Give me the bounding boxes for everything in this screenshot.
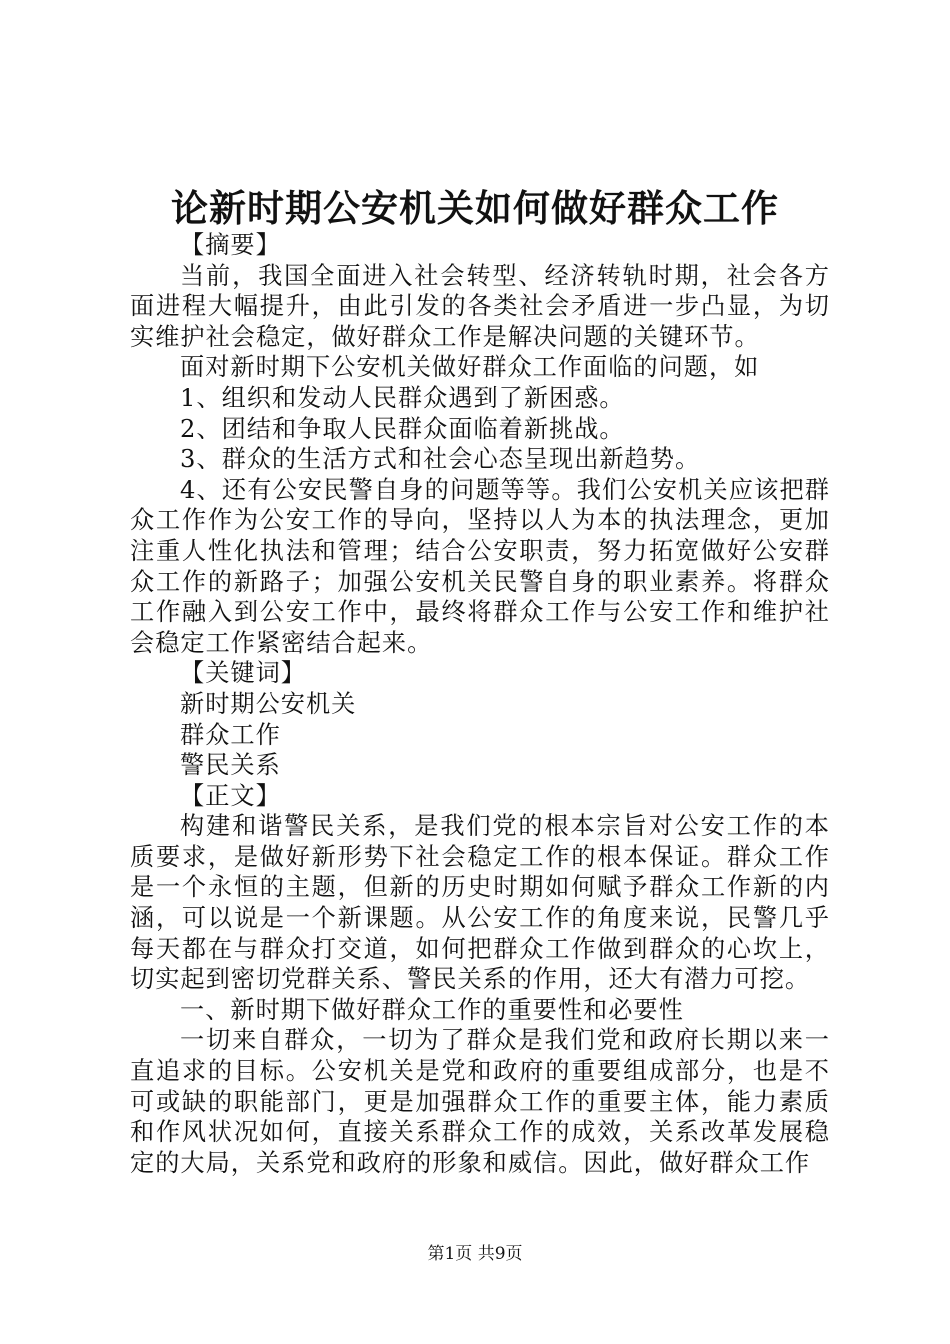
abstract-heading: 【摘要】 [180, 231, 281, 259]
keyword: 警民关系 [180, 751, 281, 780]
paragraph: 面对新时期下公安机关做好群众工作面临的问题，如 [180, 353, 760, 382]
document-body [130, 230, 830, 1178]
page-number: 第1页 共9页 [427, 1244, 523, 1264]
paragraph: 一切来自群众，一切为了群众是我们党和政府长期以来一直追求的目标。公安机关是党和政府的重要组成部分，也是不可或缺的职能部门，更是加强群众工作的重要主体，能力素质和作风状况如何，直接关系群众工作的成效，关系改革发展稳定的大局，关系党和政府的形象和威信。因此，做好群众工作 [130, 1026, 830, 1177]
paragraph: 当前，我国全面进入社会转型、经济转轨时期，社会各方面进程大幅提升，由此引发的各类社会矛盾进一步凸显，为切实维护社会稳定，做好群众工作是解决问题的关键环节。 [130, 261, 830, 351]
keywords-heading: 【关键词】 [180, 659, 306, 688]
paragraph: 构建和谐警民关系，是我们党的根本宗旨对公安工作的本质要求，是做好新形势下社会稳定工作的根本保证。群众工作是一个永恒的主题，但新的历史时期如何赋予群众工作新的内涵，可以说是一个新课题。从公安工作的角度来说，民警几乎每天都在与群众打交道，如何把群众工作做到群众的心坎上，切实起到密切党群关系、警民关系的作用，还大有潜力可挖。 [130, 812, 830, 994]
keyword: 新时期公安机关 [180, 689, 357, 718]
list-item: 3、群众的生活方式和社会心态呈现出新趋势。 [180, 445, 701, 474]
keyword: 群众工作 [180, 720, 281, 749]
list-item: 4、还有公安民警自身的问题等等。我们公安机关应该把群众工作作为公安工作的导向，坚持以人为本的执法理念，更加注重人性化执法和管理；结合公安职责，努力拓宽做好公安群众工作的新路子；加强公安机关民警自身的职业素养。将群众工作融入到公安工作中，最终将群众工作与公安工作和维护社会稳定工作紧密结合起来。 [130, 475, 830, 657]
body-heading: 【正文】 [180, 781, 281, 810]
section-heading: 一、新时期下做好群众工作的重要性和必要性 [180, 995, 684, 1024]
list-item: 2、团结和争取人民群众面临着新挑战。 [180, 414, 625, 443]
list-item: 1、组织和发动人民群众遇到了新困惑。 [180, 383, 625, 412]
document-title: 论新时期公安机关如何做好群众工作 [171, 186, 779, 230]
